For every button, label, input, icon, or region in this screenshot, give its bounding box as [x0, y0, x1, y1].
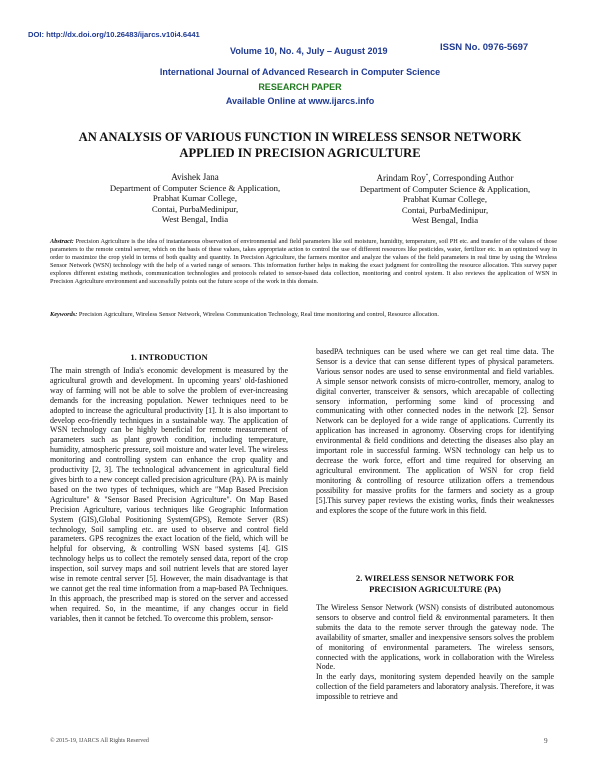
author-city: Contai, PurbaMedinipur, [401, 204, 489, 215]
author-college: Prabhat Kumar College, [152, 193, 238, 204]
section-1-paragraph: The main strength of India's economic development is measured by the agricultural growth and development. In upcoming years' old-fashioned way of farming will not be able to solve the problem of ever-increasing demands for the increasing population. Newer techniques need to be adopted to increase the agricultural productivity [1]. It is also important to develop eco-friendly techniques in a sustainable way. The application of WSN technology can be highly beneficial for remote measurement of parameters such as plant growth condition, including temperature, humidity, atmospheric pressure, soil moisture and water level. The wireless monitoring and controlling system can enhance the crop quality and productivity [2, 3]. The technological advancement in agricultural field gives birth to a new concept called precision agriculture (PA). PA is mainly based on the two types of techniques, which are "Map Based Precision Agriculture" & "Sensor Based Precision Agriculture". On Map Based Precision Agriculture, various techniques like Geographic Information System (GIS),Global Positioning System(GPS), Remote Server (RS) technology, Soil sampling etc. are used to observe and control field parameters. GPS recognizes the exact location of the field, which will be helpful for observing, & controlling WSN based systems [4]. GIS technology helps us to collect the remotely sensed data, report of the crop inspection, soil survey maps and soil nutrient levels that are stored layer wise in remote central server [5]. However, the main disadvantage is that we cannot get the real time information from a map-based PA Techniques. In this approach, the prescribed map is stored on the server and accessed when required. So, in the meantime, if any changes occur in field variables, then it cannot be fetched. To overcome this problem, sensor- [50, 366, 288, 623]
author-name: Avishek Jana [171, 172, 219, 182]
abstract-label: Abstract: [50, 238, 74, 245]
section-2-heading-line-1: 2. WIRELESS SENSOR NETWORK FOR [355, 573, 515, 583]
section-2-paragraph-1: The Wireless Sensor Network (WSN) consists of distributed autonomous sensors to observe and control field & environmental parameters. It then submits the data to the remote server through the gateway node. The availability of smarter, smaller and inexpensive sensors solves the problem of monitoring of environmental parameters. The wireless sensors, connected with the applications, work in collaboration with the Wireless Node. [316, 603, 554, 672]
section-1-body [50, 366, 288, 624]
keywords-text: Precision Agriculture, Wireless Sensor Network, Wireless Communication Technology, Real time monitoring and control, Resource allocation. [78, 311, 439, 318]
paper-type: RESEARCH PAPER [258, 82, 342, 92]
author-name [320, 172, 570, 184]
section-2-heading [316, 573, 554, 594]
author-city: Contai, PurbaMedinipur, [151, 203, 239, 214]
author-state: West Bengal, India [411, 215, 479, 226]
volume-info: Volume 10, No. 4, July – August 2019 [230, 46, 388, 56]
author-department: Department of Computer Science & Application, [359, 183, 531, 194]
abstract [50, 238, 557, 285]
footer-copyright: © 2015-19, IJARCS All Rights Reserved [50, 738, 149, 744]
paper-title [40, 130, 560, 161]
doi-link[interactable]: DOI: http://dx.doi.org/10.26483/ijarcs.v10i4.6441 [28, 30, 200, 39]
section-2-paragraph-2: In the early days, monitoring system depended heavily on the sample collection of the field parameters and laboratory analysis. Therefore, it was impossible to retrieve and [316, 672, 554, 702]
abstract-text: Precision Agriculture is the idea of instantaneous observation of environmental and field parameters like soil moisture, humidity, temperature, soil PH etc. and transfer of the values of those parameters to the remote central server, which on the basis of these values, takes appropriate action to control the use of different resources like pesticides, water, fertilizer etc. in an optimized way in order to maximize the crop yield in terms of both quality and quantity. In Precision Agriculture, the farmers monitor and analyze the values of the field parameters in real time by using the Wireless Sensor Network (WSN) technology with the help of a varied range of sensors. This information further helps in making the exact judgment for controlling the resource allocation. This survey paper explores different existing methods, communication technologies and protocols related to sensor-based data collection, monitoring and control system. It also reviews the application of WSN in Precision Agriculture environment and successfully points out the future scope of the work in this domain. [50, 238, 557, 285]
keywords-label: Keywords: [50, 311, 78, 318]
corresponding-label: , Corresponding Author [428, 173, 514, 183]
issn-number: ISSN No. 0976-5697 [440, 42, 529, 53]
author-block-1 [70, 172, 320, 225]
paper-title-line-1: AN ANALYSIS OF VARIOUS FUNCTION IN WIRELESS SENSOR NETWORK [78, 130, 522, 144]
right-column-paragraph: basedPA techniques can be used where we can get real time data. The Sensor is a device that can sense different types of physical parameters. Various sensor nodes are used to sense environmental and field variables. A simple sensor network consists of micro-controller, memory, analog to digital converter, transceiver & sensors, which arecapable of collecting sensory information, performing some kind of processing and communicating with other connected nodes in the network [2]. Sensor Network can be deployed for a wide range of applications. Currently its application has increased in agronomy. Observing crops for identifying environmental & field conditions and detecting the diseases also play an important role in successful farming. WSN technology can help us to decrease the work force, effort and time required for observing an agricultural environment. The application of WSN for crop field monitoring & controlling of resource utilization offers a tremendous possibility for massive profits for the farmers and society as a group [5].This survey paper reviews the existing works, finds their weaknesses and explores the scope of the future work in this field. [316, 347, 554, 515]
journal-name: International Journal of Advanced Research in Computer Science [159, 67, 441, 77]
author-name-text: Arindam Roy [376, 173, 426, 183]
keywords [50, 311, 557, 319]
right-column-continuation [316, 347, 554, 515]
section-2-body [316, 603, 554, 702]
author-block-2 [320, 172, 570, 226]
corresponding-mark: * [425, 174, 429, 179]
author-state: West Bengal, India [161, 214, 229, 225]
section-1-heading: 1. INTRODUCTION [130, 352, 208, 362]
online-availability: Available Online at www.ijarcs.info [225, 96, 375, 106]
author-college: Prabhat Kumar College, [402, 194, 488, 205]
page-number: 9 [544, 737, 548, 745]
paper-title-line-2: APPLIED IN PRECISION AGRICULTURE [179, 145, 421, 160]
author-department: Department of Computer Science & Application, [109, 182, 281, 193]
section-2-heading-line-2: PRECISION AGRICULTURE (PA) [369, 583, 501, 594]
